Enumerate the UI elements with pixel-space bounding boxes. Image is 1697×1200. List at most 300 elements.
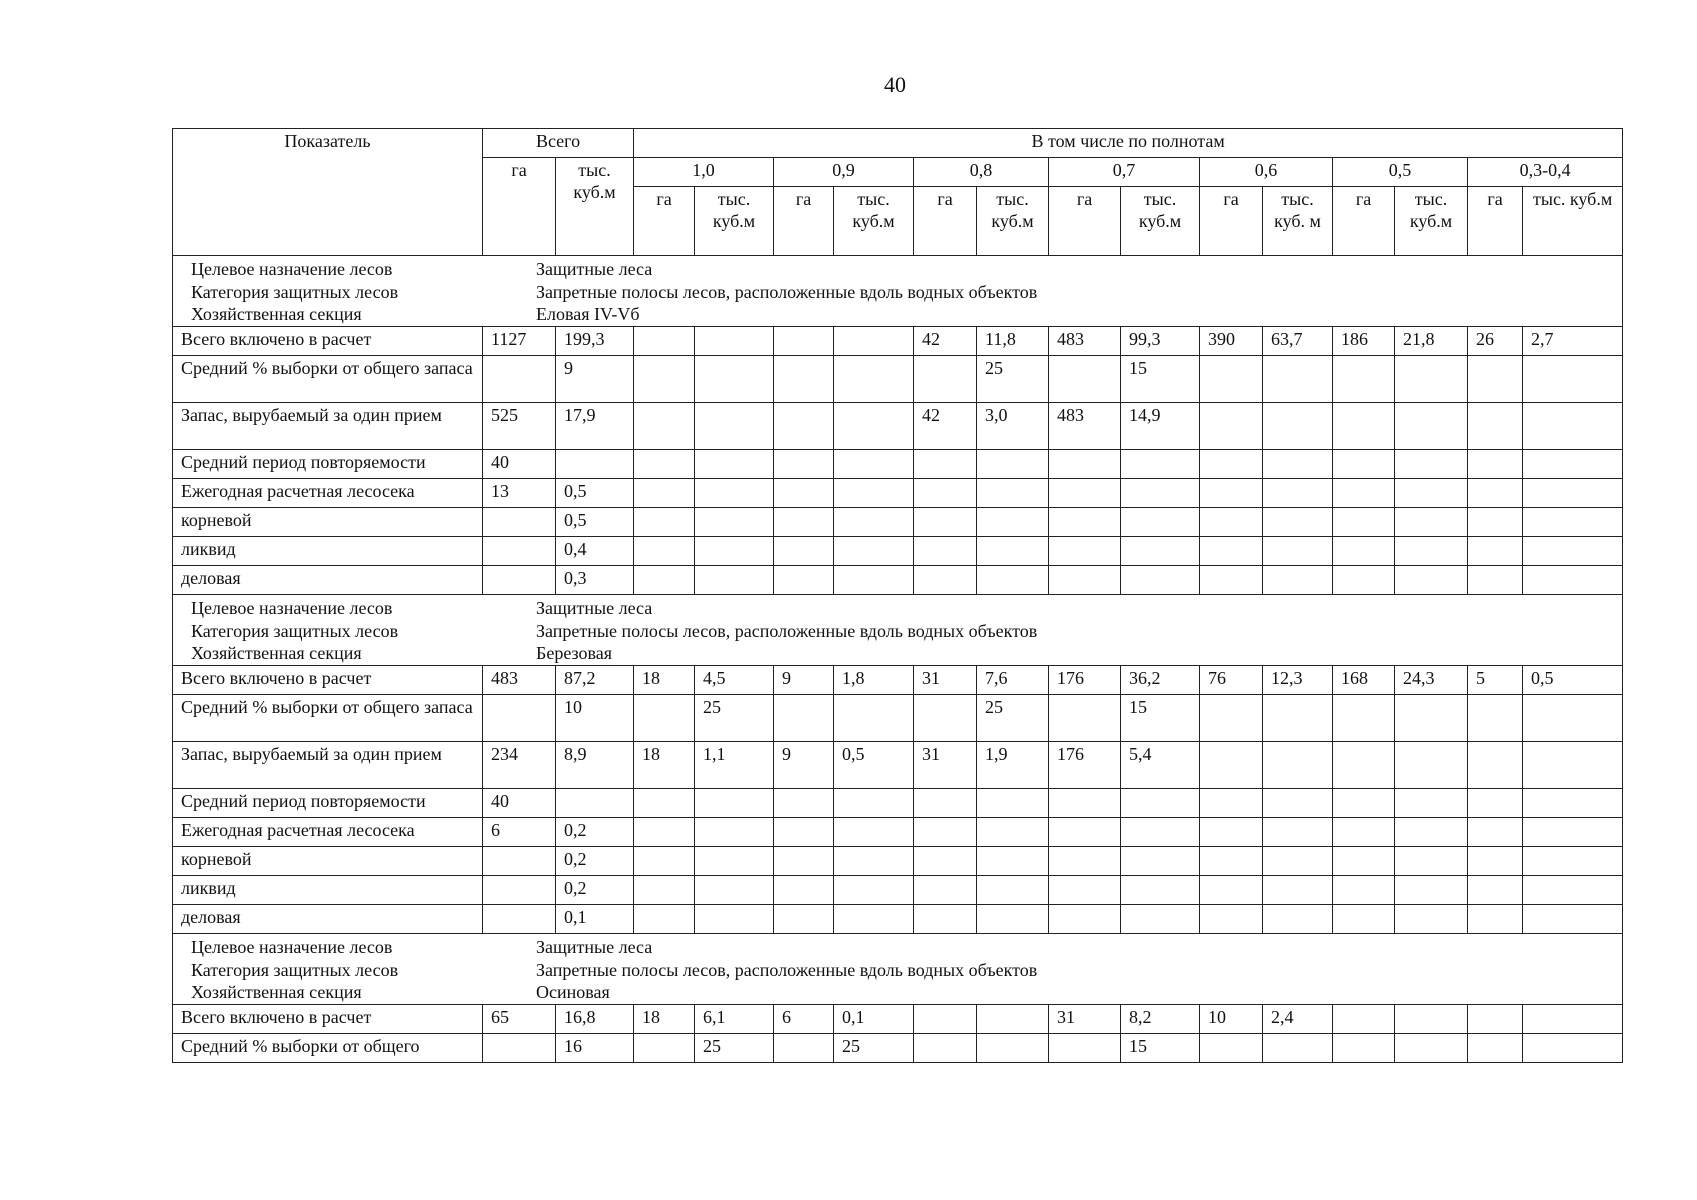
table-cell xyxy=(834,876,914,905)
table-cell: 11,8 xyxy=(977,327,1049,356)
table-cell xyxy=(1263,847,1333,876)
table-cell: 18 xyxy=(634,666,695,695)
table-cell xyxy=(1200,356,1263,403)
header-volume: тыс. куб.м xyxy=(1121,187,1200,256)
table-cell: 8,9 xyxy=(556,742,634,789)
table-cell xyxy=(1468,905,1523,934)
table-cell xyxy=(1121,847,1200,876)
table-cell xyxy=(556,789,634,818)
allowable-cut-table xyxy=(172,128,1623,1063)
table-cell xyxy=(1395,356,1468,403)
table-cell xyxy=(1395,695,1468,742)
table-cell xyxy=(1200,818,1263,847)
table-cell xyxy=(1200,508,1263,537)
table-cell: 13 xyxy=(483,479,556,508)
table-cell xyxy=(1049,695,1121,742)
table-cell: 14,9 xyxy=(1121,403,1200,450)
table-cell xyxy=(695,356,774,403)
table-cell xyxy=(914,847,977,876)
row-label: деловая xyxy=(173,905,483,934)
header-density: 0,8 xyxy=(914,158,1049,187)
table-cell xyxy=(1263,695,1333,742)
table-cell xyxy=(1333,1005,1395,1034)
header-density: 0,5 xyxy=(1333,158,1468,187)
table-cell: 1127 xyxy=(483,327,556,356)
section-info-value: Запретные полосы лесов, расположенные вдоль водных объектов xyxy=(536,282,1038,302)
table-cell: 31 xyxy=(914,666,977,695)
section-info-label: Категория защитных лесов xyxy=(191,621,399,641)
table-cell xyxy=(695,479,774,508)
table-cell: 0,5 xyxy=(834,742,914,789)
header-ha: га xyxy=(914,187,977,256)
header-by-density: В том числе по полнотам xyxy=(634,129,1623,158)
table-cell xyxy=(1468,1005,1523,1034)
header-density: 1,0 xyxy=(634,158,774,187)
table-cell: 6 xyxy=(483,818,556,847)
table-cell xyxy=(483,695,556,742)
table-cell xyxy=(1468,508,1523,537)
table-cell xyxy=(1395,537,1468,566)
table-cell xyxy=(1468,356,1523,403)
table-cell xyxy=(1395,742,1468,789)
table-cell xyxy=(1333,1034,1395,1063)
table-cell: 0,3 xyxy=(556,566,634,595)
table-cell: 525 xyxy=(483,403,556,450)
table-cell: 24,3 xyxy=(1395,666,1468,695)
table-cell xyxy=(774,818,834,847)
section-info-label: Хозяйственная секция xyxy=(191,982,362,1002)
table-cell xyxy=(1395,479,1468,508)
table-cell xyxy=(1049,789,1121,818)
table-cell: 15 xyxy=(1121,356,1200,403)
table-cell xyxy=(1523,818,1623,847)
section-info-value: Защитные леса xyxy=(536,598,653,618)
section-info-label: Хозяйственная секция xyxy=(191,304,362,324)
row-label: Средний период повторяемости xyxy=(173,789,483,818)
row-label: Средний период повторяемости xyxy=(173,450,483,479)
table-cell xyxy=(1049,818,1121,847)
header-ha: га xyxy=(1049,187,1121,256)
table-cell xyxy=(977,537,1049,566)
table-cell: 0,5 xyxy=(1523,666,1623,695)
table-cell xyxy=(774,695,834,742)
table-cell: 25 xyxy=(695,1034,774,1063)
table-cell xyxy=(695,876,774,905)
table-cell xyxy=(977,789,1049,818)
table-cell xyxy=(1200,537,1263,566)
table-cell: 10 xyxy=(1200,1005,1263,1034)
table-cell xyxy=(1395,789,1468,818)
page-number: 40 xyxy=(884,72,906,97)
table-cell xyxy=(977,566,1049,595)
table-cell xyxy=(1200,695,1263,742)
table-cell: 42 xyxy=(914,327,977,356)
table-cell: 40 xyxy=(483,789,556,818)
table-cell xyxy=(914,479,977,508)
table-cell: 7,6 xyxy=(977,666,1049,695)
table-cell xyxy=(1523,695,1623,742)
table-cell xyxy=(914,1005,977,1034)
row-label: Ежегодная расчетная лесосека xyxy=(173,818,483,847)
header-indicator: Показатель xyxy=(173,129,483,256)
table-cell xyxy=(774,789,834,818)
header-volume: тыс. куб.м xyxy=(834,187,914,256)
table-cell xyxy=(483,905,556,934)
table-cell: 25 xyxy=(834,1034,914,1063)
row-label: ликвид xyxy=(173,876,483,905)
table-cell xyxy=(556,450,634,479)
table-row xyxy=(173,537,1623,566)
table-cell xyxy=(1049,905,1121,934)
table-cell xyxy=(834,450,914,479)
table-cell xyxy=(1333,818,1395,847)
header-density: 0,7 xyxy=(1049,158,1200,187)
table-cell xyxy=(1049,537,1121,566)
table-cell xyxy=(1468,876,1523,905)
section-info-value: Запретные полосы лесов, расположенные вдоль водных объектов xyxy=(536,621,1038,641)
table-cell: 31 xyxy=(1049,1005,1121,1034)
table-cell xyxy=(483,537,556,566)
table-cell: 5,4 xyxy=(1121,742,1200,789)
table-cell xyxy=(1200,905,1263,934)
table-cell: 3,0 xyxy=(977,403,1049,450)
table-cell: 9 xyxy=(774,666,834,695)
table-cell xyxy=(834,695,914,742)
table-cell xyxy=(834,789,914,818)
table-cell xyxy=(1395,566,1468,595)
section-info-label: Хозяйственная секция xyxy=(191,643,362,663)
header-ha: га xyxy=(1333,187,1395,256)
table-cell: 0,2 xyxy=(556,876,634,905)
table-cell xyxy=(977,1005,1049,1034)
table-cell xyxy=(834,403,914,450)
table-cell xyxy=(977,905,1049,934)
table-cell xyxy=(634,327,695,356)
table-row xyxy=(173,666,1623,695)
section-header-row xyxy=(173,256,1623,327)
row-label: Запас, вырубаемый за один прием xyxy=(173,403,483,450)
table-cell xyxy=(1333,905,1395,934)
table-cell xyxy=(483,566,556,595)
header-volume: тыс. куб.м xyxy=(1523,187,1623,256)
table-cell xyxy=(1333,789,1395,818)
table-cell xyxy=(634,789,695,818)
table-cell xyxy=(634,876,695,905)
table-row xyxy=(173,356,1623,403)
section-header-cell xyxy=(173,595,1623,666)
section-header-cell xyxy=(173,934,1623,1005)
table-body xyxy=(173,256,1623,1063)
table-cell xyxy=(1395,1005,1468,1034)
table-cell xyxy=(1263,566,1333,595)
table-cell xyxy=(1263,508,1333,537)
table-row xyxy=(173,818,1623,847)
table-cell: 87,2 xyxy=(556,666,634,695)
table-cell xyxy=(914,450,977,479)
table-row xyxy=(173,450,1623,479)
table-cell xyxy=(1263,1034,1333,1063)
table-cell xyxy=(1333,742,1395,789)
table-cell xyxy=(1200,789,1263,818)
table-cell: 12,3 xyxy=(1263,666,1333,695)
section-info-label: Категория защитных лесов xyxy=(191,282,399,302)
table-cell xyxy=(834,905,914,934)
section-info-line xyxy=(191,642,612,664)
table-cell xyxy=(634,695,695,742)
header-total-volume: тыс. куб.м xyxy=(556,158,634,256)
table-cell xyxy=(834,479,914,508)
table-cell: 0,2 xyxy=(556,847,634,876)
table-cell xyxy=(914,356,977,403)
row-label: корневой xyxy=(173,508,483,537)
table-cell xyxy=(1333,537,1395,566)
table-cell xyxy=(1263,479,1333,508)
table-cell xyxy=(914,1034,977,1063)
row-label: корневой xyxy=(173,847,483,876)
table-cell xyxy=(1121,508,1200,537)
table-cell xyxy=(1200,479,1263,508)
table-row xyxy=(173,479,1623,508)
table-cell xyxy=(1049,876,1121,905)
row-label: Всего включено в расчет xyxy=(173,666,483,695)
table-cell xyxy=(834,537,914,566)
table-cell xyxy=(634,566,695,595)
table-cell xyxy=(1333,566,1395,595)
table-cell xyxy=(1049,450,1121,479)
table-cell: 16,8 xyxy=(556,1005,634,1034)
table-cell xyxy=(774,566,834,595)
table-cell xyxy=(634,356,695,403)
table-cell xyxy=(1333,403,1395,450)
table-cell xyxy=(774,403,834,450)
table-cell xyxy=(1200,1034,1263,1063)
table-cell xyxy=(1263,742,1333,789)
table-row xyxy=(173,847,1623,876)
table-cell xyxy=(483,847,556,876)
table-cell: 0,4 xyxy=(556,537,634,566)
table-cell xyxy=(1333,356,1395,403)
header-ha: га xyxy=(634,187,695,256)
table-cell xyxy=(1523,1005,1623,1034)
table-cell xyxy=(914,818,977,847)
section-info-value: Запретные полосы лесов, расположенные вдоль водных объектов xyxy=(536,960,1038,980)
table-cell xyxy=(1523,537,1623,566)
table-cell xyxy=(1523,356,1623,403)
row-label: Средний % выборки от общего xyxy=(173,1034,483,1063)
table-cell xyxy=(695,403,774,450)
table-cell: 6,1 xyxy=(695,1005,774,1034)
section-info-value: Еловая IV-Vб xyxy=(536,304,640,324)
header-density: 0,6 xyxy=(1200,158,1333,187)
table-cell: 18 xyxy=(634,1005,695,1034)
table-row xyxy=(173,789,1623,818)
table-cell: 76 xyxy=(1200,666,1263,695)
table-cell: 0,1 xyxy=(556,905,634,934)
table-cell: 483 xyxy=(1049,327,1121,356)
row-label: Средний % выборки от общего запаса xyxy=(173,695,483,742)
table-row xyxy=(173,876,1623,905)
table-cell xyxy=(695,327,774,356)
table-cell xyxy=(977,450,1049,479)
table-cell: 17,9 xyxy=(556,403,634,450)
table-cell: 25 xyxy=(977,695,1049,742)
table-cell: 18 xyxy=(634,742,695,789)
table-cell xyxy=(634,1034,695,1063)
table-cell xyxy=(1523,566,1623,595)
table-cell xyxy=(634,818,695,847)
section-info-value: Березовая xyxy=(536,643,613,663)
table-cell xyxy=(1200,847,1263,876)
header-volume: тыс. куб.м xyxy=(977,187,1049,256)
table-cell xyxy=(1263,905,1333,934)
table-cell xyxy=(977,479,1049,508)
table-cell xyxy=(1395,450,1468,479)
table-cell: 234 xyxy=(483,742,556,789)
table-cell: 390 xyxy=(1200,327,1263,356)
table-cell xyxy=(1200,876,1263,905)
table-row xyxy=(173,403,1623,450)
table-cell xyxy=(1523,403,1623,450)
table-cell xyxy=(1263,450,1333,479)
table-cell xyxy=(1395,1034,1468,1063)
table-cell: 0,5 xyxy=(556,508,634,537)
row-label: Всего включено в расчет xyxy=(173,1005,483,1034)
table-cell xyxy=(695,818,774,847)
table-cell xyxy=(1049,847,1121,876)
table-row xyxy=(173,742,1623,789)
row-label: Ежегодная расчетная лесосека xyxy=(173,479,483,508)
table-cell: 36,2 xyxy=(1121,666,1200,695)
table-cell: 1,8 xyxy=(834,666,914,695)
table-cell xyxy=(1263,789,1333,818)
table-cell xyxy=(1468,450,1523,479)
table-cell xyxy=(695,566,774,595)
table-cell: 0,5 xyxy=(556,479,634,508)
table-cell: 0,2 xyxy=(556,818,634,847)
section-info-label: Целевое назначение лесов xyxy=(191,259,393,279)
table-row xyxy=(173,905,1623,934)
table-cell xyxy=(774,537,834,566)
section-header-row xyxy=(173,595,1623,666)
table-cell xyxy=(634,450,695,479)
section-info-label: Категория защитных лесов xyxy=(191,960,399,980)
table-cell xyxy=(1523,450,1623,479)
header-volume: тыс. куб.м xyxy=(1395,187,1468,256)
section-info-line xyxy=(191,281,1037,303)
table-cell xyxy=(634,508,695,537)
table-cell xyxy=(834,508,914,537)
table-cell: 65 xyxy=(483,1005,556,1034)
header-ha: га xyxy=(1468,187,1523,256)
table-cell xyxy=(695,508,774,537)
table-row xyxy=(173,327,1623,356)
section-info-line xyxy=(191,258,652,280)
table-cell: 1,1 xyxy=(695,742,774,789)
table-cell xyxy=(1468,566,1523,595)
table-cell xyxy=(1468,537,1523,566)
table-cell xyxy=(1333,450,1395,479)
table-cell xyxy=(774,356,834,403)
table-cell xyxy=(1395,403,1468,450)
table-cell xyxy=(1395,508,1468,537)
table-cell xyxy=(914,537,977,566)
table-cell xyxy=(1523,479,1623,508)
table-cell xyxy=(1523,508,1623,537)
header-total-ha: га xyxy=(483,158,556,256)
table-cell: 99,3 xyxy=(1121,327,1200,356)
table-cell xyxy=(634,905,695,934)
table-cell xyxy=(977,876,1049,905)
table-cell xyxy=(1523,905,1623,934)
table-cell xyxy=(1468,818,1523,847)
table-cell: 9 xyxy=(556,356,634,403)
table-cell xyxy=(1333,847,1395,876)
section-header-row xyxy=(173,934,1623,1005)
table-cell xyxy=(834,818,914,847)
table-cell xyxy=(1200,403,1263,450)
table-cell: 10 xyxy=(556,695,634,742)
table-cell: 21,8 xyxy=(1395,327,1468,356)
table-cell: 176 xyxy=(1049,666,1121,695)
table-cell xyxy=(1333,479,1395,508)
table-cell xyxy=(695,450,774,479)
table-cell xyxy=(1200,742,1263,789)
section-info-value: Осиновая xyxy=(536,982,610,1002)
table-cell xyxy=(1523,742,1623,789)
table-cell xyxy=(1121,789,1200,818)
table-cell xyxy=(977,847,1049,876)
section-info-line xyxy=(191,959,1037,981)
table-cell xyxy=(634,479,695,508)
section-info-line xyxy=(191,303,640,325)
table-cell xyxy=(834,566,914,595)
table-cell xyxy=(774,450,834,479)
table-cell xyxy=(1395,876,1468,905)
table-cell xyxy=(1263,356,1333,403)
table-cell: 25 xyxy=(695,695,774,742)
table-row xyxy=(173,566,1623,595)
table-cell xyxy=(1049,479,1121,508)
table-cell xyxy=(1523,1034,1623,1063)
section-info-label: Целевое назначение лесов xyxy=(191,937,393,957)
table-cell xyxy=(1263,818,1333,847)
section-info-value: Защитные леса xyxy=(536,937,653,957)
table-cell: 168 xyxy=(1333,666,1395,695)
header-density: 0,9 xyxy=(774,158,914,187)
table-cell xyxy=(1263,537,1333,566)
table-cell xyxy=(1121,905,1200,934)
section-info-line xyxy=(191,620,1037,642)
table-cell xyxy=(1468,695,1523,742)
table-cell xyxy=(1049,508,1121,537)
table-cell xyxy=(1049,356,1121,403)
table-cell xyxy=(914,695,977,742)
section-info-line xyxy=(191,597,652,619)
table-row xyxy=(173,1034,1623,1063)
table-cell xyxy=(483,508,556,537)
table-cell xyxy=(1049,1034,1121,1063)
table-cell xyxy=(634,403,695,450)
table-cell xyxy=(774,1034,834,1063)
table-cell: 186 xyxy=(1333,327,1395,356)
table-cell xyxy=(1468,742,1523,789)
table-cell xyxy=(774,905,834,934)
table-cell xyxy=(1263,876,1333,905)
table-cell: 5 xyxy=(1468,666,1523,695)
table-cell xyxy=(1468,789,1523,818)
table-cell xyxy=(634,537,695,566)
section-info-line xyxy=(191,936,652,958)
